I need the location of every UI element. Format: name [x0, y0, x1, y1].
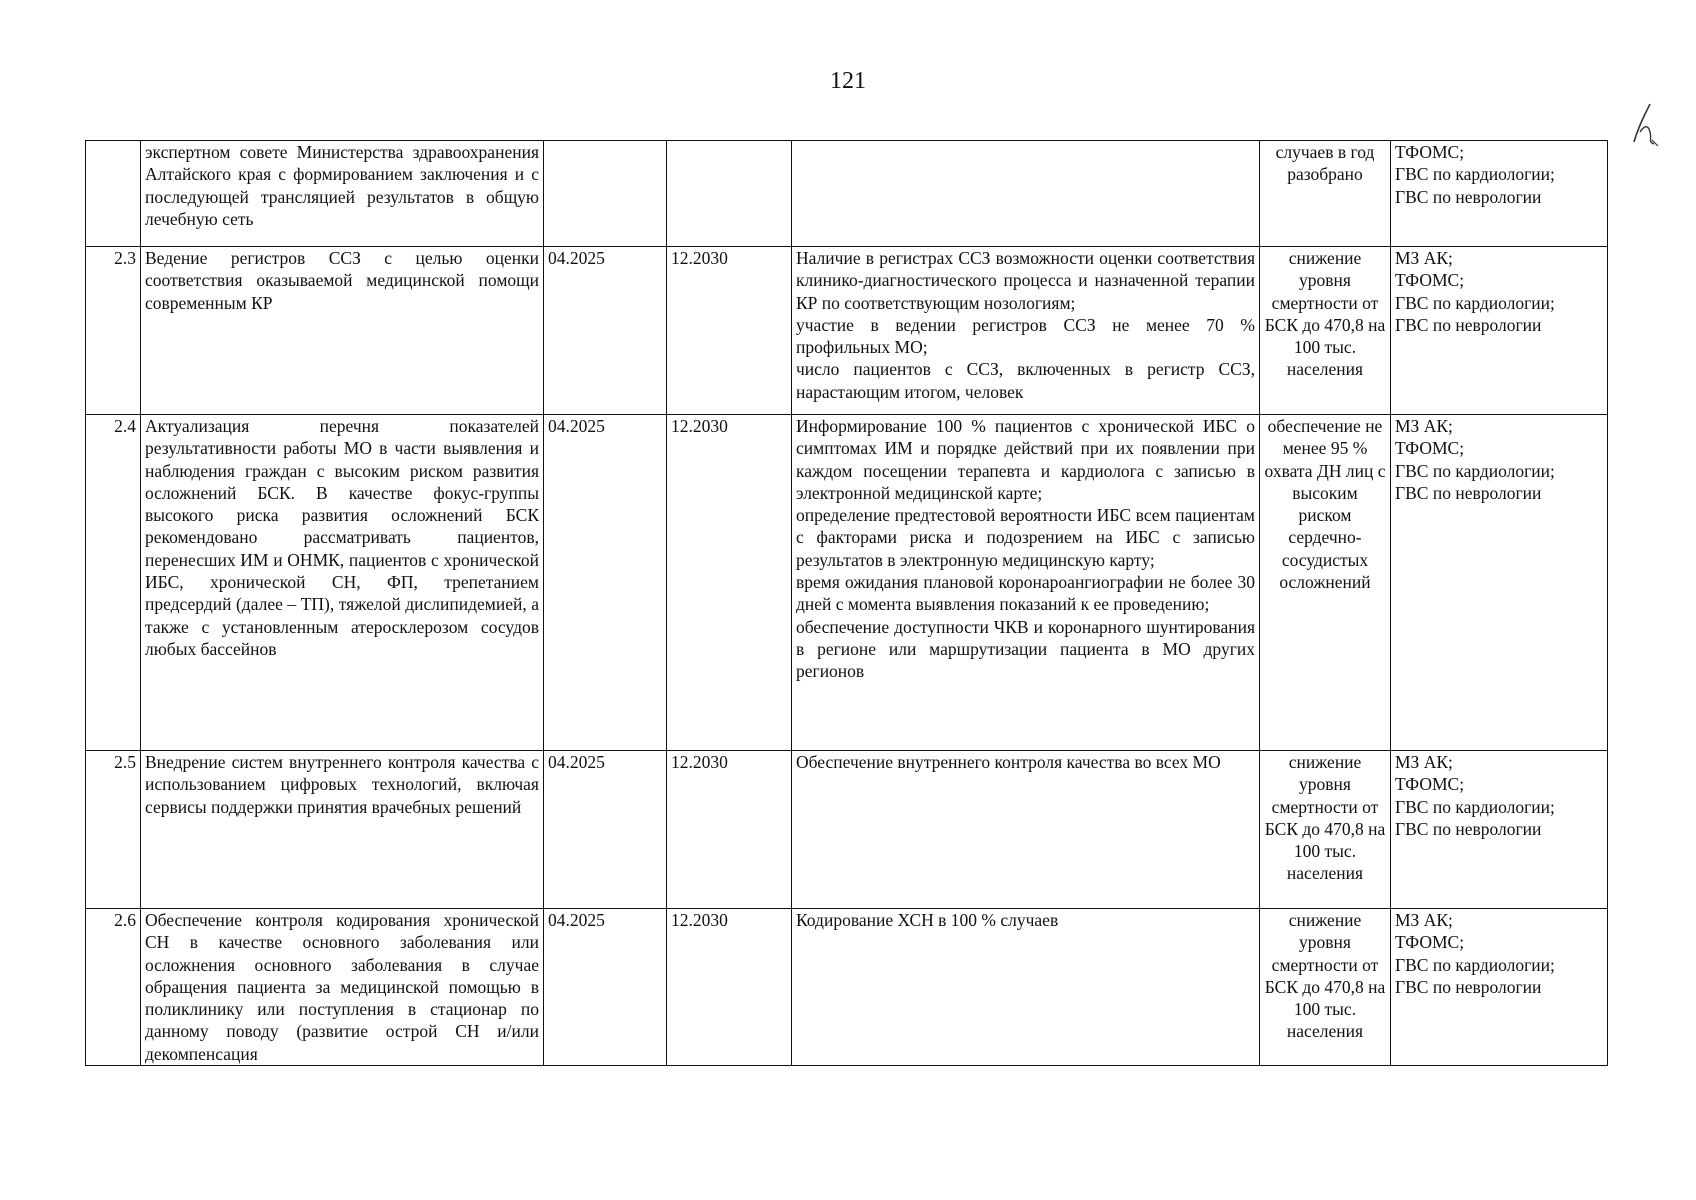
row-number: 2.4 — [86, 415, 141, 751]
row-number: 2.3 — [86, 247, 141, 415]
expected-result: снижение уровня смертности от БСК до 470,8 на 100 тыс. населения — [1260, 909, 1391, 1066]
responsible-item: ТФОМС; — [1395, 774, 1465, 795]
responsible-item: МЗ АК; — [1395, 248, 1453, 268]
expected-result: обеспечение не менее 95 % охвата ДН лиц с высоким риском сердечно-сосудистых осложнений — [1260, 415, 1391, 751]
responsible-cell — [1391, 141, 1608, 247]
row-number: 2.5 — [86, 751, 141, 909]
indicator-cell — [792, 141, 1260, 247]
measure-name: экспертном совете Министерства здравоохранения Алтайского края с формированием заключения и с последующей трансляцией результатов в общую лечебную сеть — [141, 141, 544, 247]
table-row — [86, 247, 1608, 415]
expected-result: снижение уровня смертности от БСК до 470,8 на 100 тыс. населения — [1260, 247, 1391, 415]
start-date: 04.2025 — [544, 751, 667, 909]
measure-name: Ведение регистров ССЗ с целью оценки соответствия оказываемой медицинской помощи современным КР — [141, 247, 544, 415]
responsible-item: ГВС по неврологии — [1395, 314, 1542, 335]
responsible-item: ГВС по неврологии — [1395, 482, 1542, 503]
indicator-item: участие в ведении регистров ССЗ не менее 70 % профильных МО; — [796, 314, 1255, 358]
table-row — [86, 415, 1608, 751]
responsible-item: ГВС по неврологии — [1395, 186, 1542, 207]
page-number: 121 — [830, 68, 866, 94]
responsible-item: ГВС по кардиологии; — [1395, 460, 1555, 481]
handwritten-mark — [1628, 102, 1664, 164]
responsible-item: МЗ АК; — [1395, 752, 1453, 772]
responsible-item: МЗ АК; — [1395, 910, 1453, 930]
indicator-item: обеспечение доступности ЧКВ и коронарного шунтирования в регионе или маршрутизации пациента в МО других регионов — [796, 616, 1255, 682]
end-date: 12.2030 — [667, 247, 792, 415]
start-date: 04.2025 — [544, 415, 667, 751]
indicator-cell — [792, 415, 1260, 751]
end-date: 12.2030 — [667, 909, 792, 1066]
responsible-item: ГВС по кардиологии; — [1395, 164, 1555, 185]
measure-name: Обеспечение контроля кодирования хронической СН в качестве основного заболевания или осложнения основного заболевания в случае обращения пациента за медицинской помощью в поликлинику или поступления в стационар по данному поводу (развитие острой СН и/или декомпенсация — [141, 909, 544, 1066]
table-row — [86, 751, 1608, 909]
indicator-item: время ожидания плановой коронароангиографии не более 30 дней с момента выявления показаний к ее проведению; — [796, 572, 1255, 615]
expected-result: случаев в год разобрано — [1260, 141, 1391, 247]
responsible-item: ГВС по неврологии — [1395, 976, 1542, 997]
action-plan-table — [85, 140, 1608, 1066]
expected-result: снижение уровня смертности от БСК до 470,8 на 100 тыс. населения — [1260, 751, 1391, 909]
start-date: 04.2025 — [544, 247, 667, 415]
responsible-cell — [1391, 909, 1608, 1066]
end-date: 12.2030 — [667, 415, 792, 751]
end-date: 12.2030 — [667, 751, 792, 909]
responsible-cell — [1391, 415, 1608, 751]
responsible-item: ГВС по кардиологии; — [1395, 292, 1555, 313]
indicator-cell — [792, 247, 1260, 415]
responsible-item: ТФОМС; — [1395, 438, 1465, 459]
responsible-item: ТФОМС; — [1395, 270, 1465, 291]
indicator-item: Кодирование ХСН в 100 % случаев — [796, 910, 1059, 930]
responsible-cell — [1391, 247, 1608, 415]
start-date: 04.2025 — [544, 909, 667, 1066]
indicator-cell — [792, 909, 1260, 1066]
responsible-item: ТФОМС; — [1395, 142, 1465, 162]
indicator-item: число пациентов с ССЗ, включенных в регистр ССЗ, нарастающим итогом, человек — [796, 359, 1255, 402]
indicator-item: определение предтестовой вероятности ИБС всем пациентам с факторами риска и подозрением на ИБС с записью результатов в электронную медицинскую карту; — [796, 505, 1255, 570]
indicator-item: Наличие в регистрах ССЗ возможности оценки соответствия клинико-диагностического процесса и назначенной терапии КР по соответствующим нозологиям; — [796, 248, 1255, 313]
responsible-item: МЗ АК; — [1395, 416, 1453, 436]
responsible-item: ГВС по кардиологии; — [1395, 796, 1555, 817]
row-number: 2.6 — [86, 909, 141, 1066]
responsible-item: ГВС по кардиологии; — [1395, 954, 1555, 975]
responsible-item: ТФОМС; — [1395, 932, 1465, 953]
indicator-item: Информирование 100 % пациентов с хронической ИБС о симптомах ИМ и порядке действий при их появлении при каждом посещении терапевта и кардиолога с записью в электронной медицинской карте; — [796, 416, 1255, 503]
table-row — [86, 141, 1608, 247]
indicator-cell — [792, 751, 1260, 909]
measure-name: Внедрение систем внутреннего контроля качества с использованием цифровых технологий, включая сервисы поддержки принятия врачебных решений — [141, 751, 544, 909]
indicator-item: Обеспечение внутреннего контроля качества во всех МО — [796, 752, 1221, 772]
responsible-item: ГВС по неврологии — [1395, 818, 1542, 839]
start-date — [544, 141, 667, 247]
measure-name: Актуализация перечня показателей результативности работы МО в части выявления и наблюдения граждан с высоким риском развития осложнений БСК. В качестве фокус-группы высокого риска развития осложнений БСК рекомендовано рассматривать пациентов, перенесших ИМ и ОНМК, пациентов с хронической ИБС, хронической СН, ФП, трепетанием предсердий (далее – ТП), тяжелой дислипидемией, а также с установленным атеросклерозом сосудов любых бассейнов — [141, 415, 544, 751]
row-number — [86, 141, 141, 247]
end-date — [667, 141, 792, 247]
responsible-cell — [1391, 751, 1608, 909]
table-row — [86, 909, 1608, 1066]
